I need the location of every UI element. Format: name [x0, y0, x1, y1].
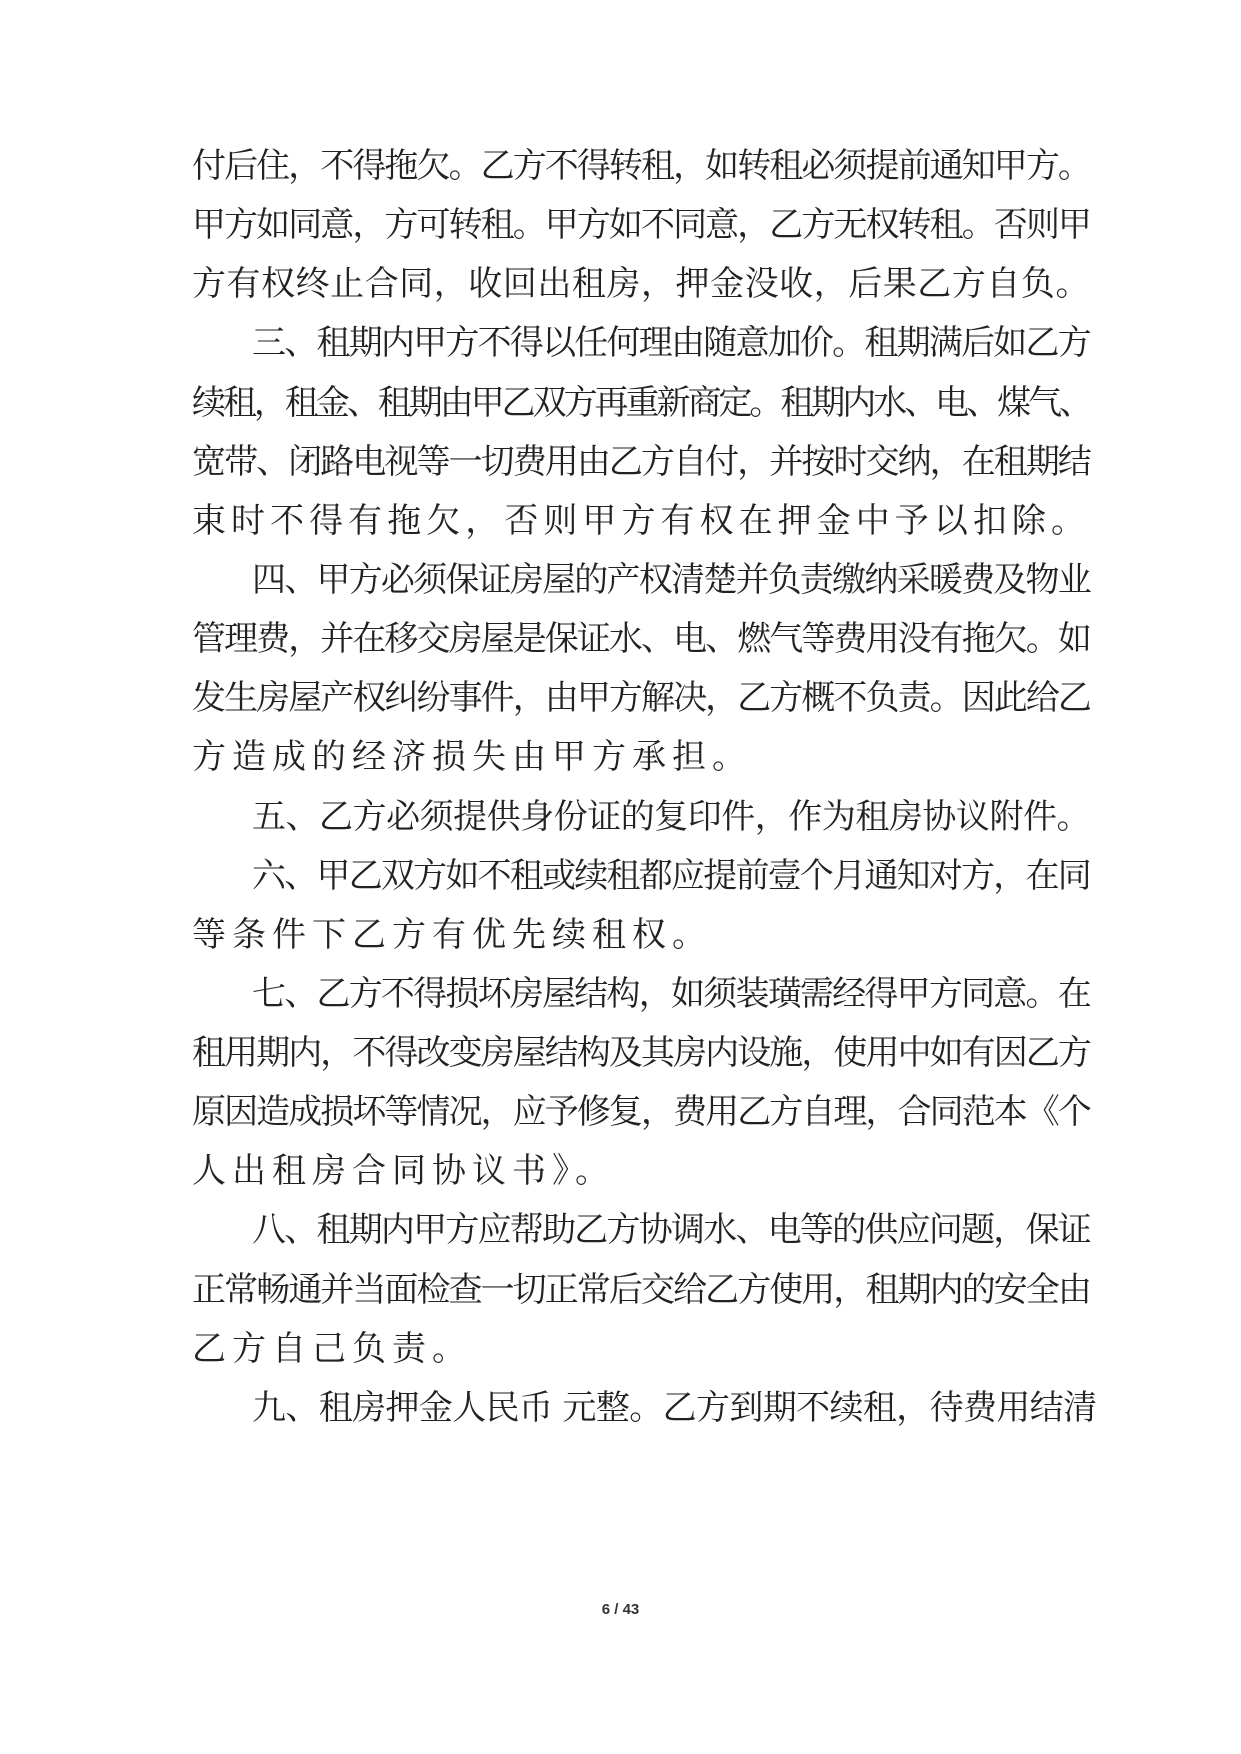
paragraph-9-start: 九、租房押金人民币 元整。乙方到期不续租，待费用结清: [252, 1388, 1097, 1428]
text-line: 付后住，不得拖欠。乙方不得转租，如转租必须提前通知甲方。: [192, 146, 1090, 186]
text-line: 管理费，并在移交房屋是保证水、电、燃气等费用没有拖欠。如: [192, 619, 1090, 659]
text-line: 等条件下乙方有优先续租权。: [192, 915, 712, 955]
paragraph-4-start: 四、甲方必须保证房屋的产权清楚并负责缴纳采暖费及物业: [252, 560, 1090, 600]
page-number: 6 / 43: [601, 1601, 640, 1618]
text-line: 束时不得有拖欠，否则甲方有权在押金中予以扣除。: [192, 501, 1090, 541]
text-line: 正常畅通并当面检查一切正常后交给乙方使用，租期内的安全由: [192, 1270, 1090, 1310]
paragraph-5-start: 五、乙方必须提供身份证的复印件，作为租房协议附件。: [252, 797, 1090, 837]
paragraph-8-start: 八、租期内甲方应帮助乙方协调水、电等的供应问题，保证: [252, 1210, 1090, 1250]
paragraph-6-start: 六、甲乙双方如不租或续租都应提前壹个月通知对方，在同: [252, 856, 1090, 896]
text-line: 发生房屋产权纠纷事件，由甲方解决，乙方概不负责。因此给乙: [192, 678, 1090, 718]
text-line: 人出租房合同协议书》。: [192, 1151, 615, 1191]
text-line: 租用期内，不得改变房屋结构及其房内设施，使用中如有因乙方: [192, 1033, 1090, 1073]
text-line: 乙方自己负责。: [192, 1329, 472, 1369]
text-line: 续租，租金、租期由甲乙双方再重新商定。租期内水、电、煤气、: [192, 383, 1090, 423]
text-line: 宽带、闭路电视等一切费用由乙方自付，并按时交纳，在租期结: [192, 442, 1090, 482]
text-line: 原因造成损坏等情况，应予修复，费用乙方自理，合同范本《个: [192, 1092, 1090, 1132]
text-line: 甲方如同意，方可转租。甲方如不同意，乙方无权转租。否则甲: [192, 205, 1090, 245]
text-line: 方有权终止合同，收回出租房，押金没收，后果乙方自负。: [192, 264, 1090, 304]
paragraph-3-start: 三、租期内甲方不得以任何理由随意加价。租期满后如乙方: [252, 323, 1090, 363]
text-line: 方造成的经济损失由甲方承担。: [192, 737, 752, 777]
paragraph-7-start: 七、乙方不得损坏房屋结构，如须装璜需经得甲方同意。在: [252, 974, 1090, 1014]
